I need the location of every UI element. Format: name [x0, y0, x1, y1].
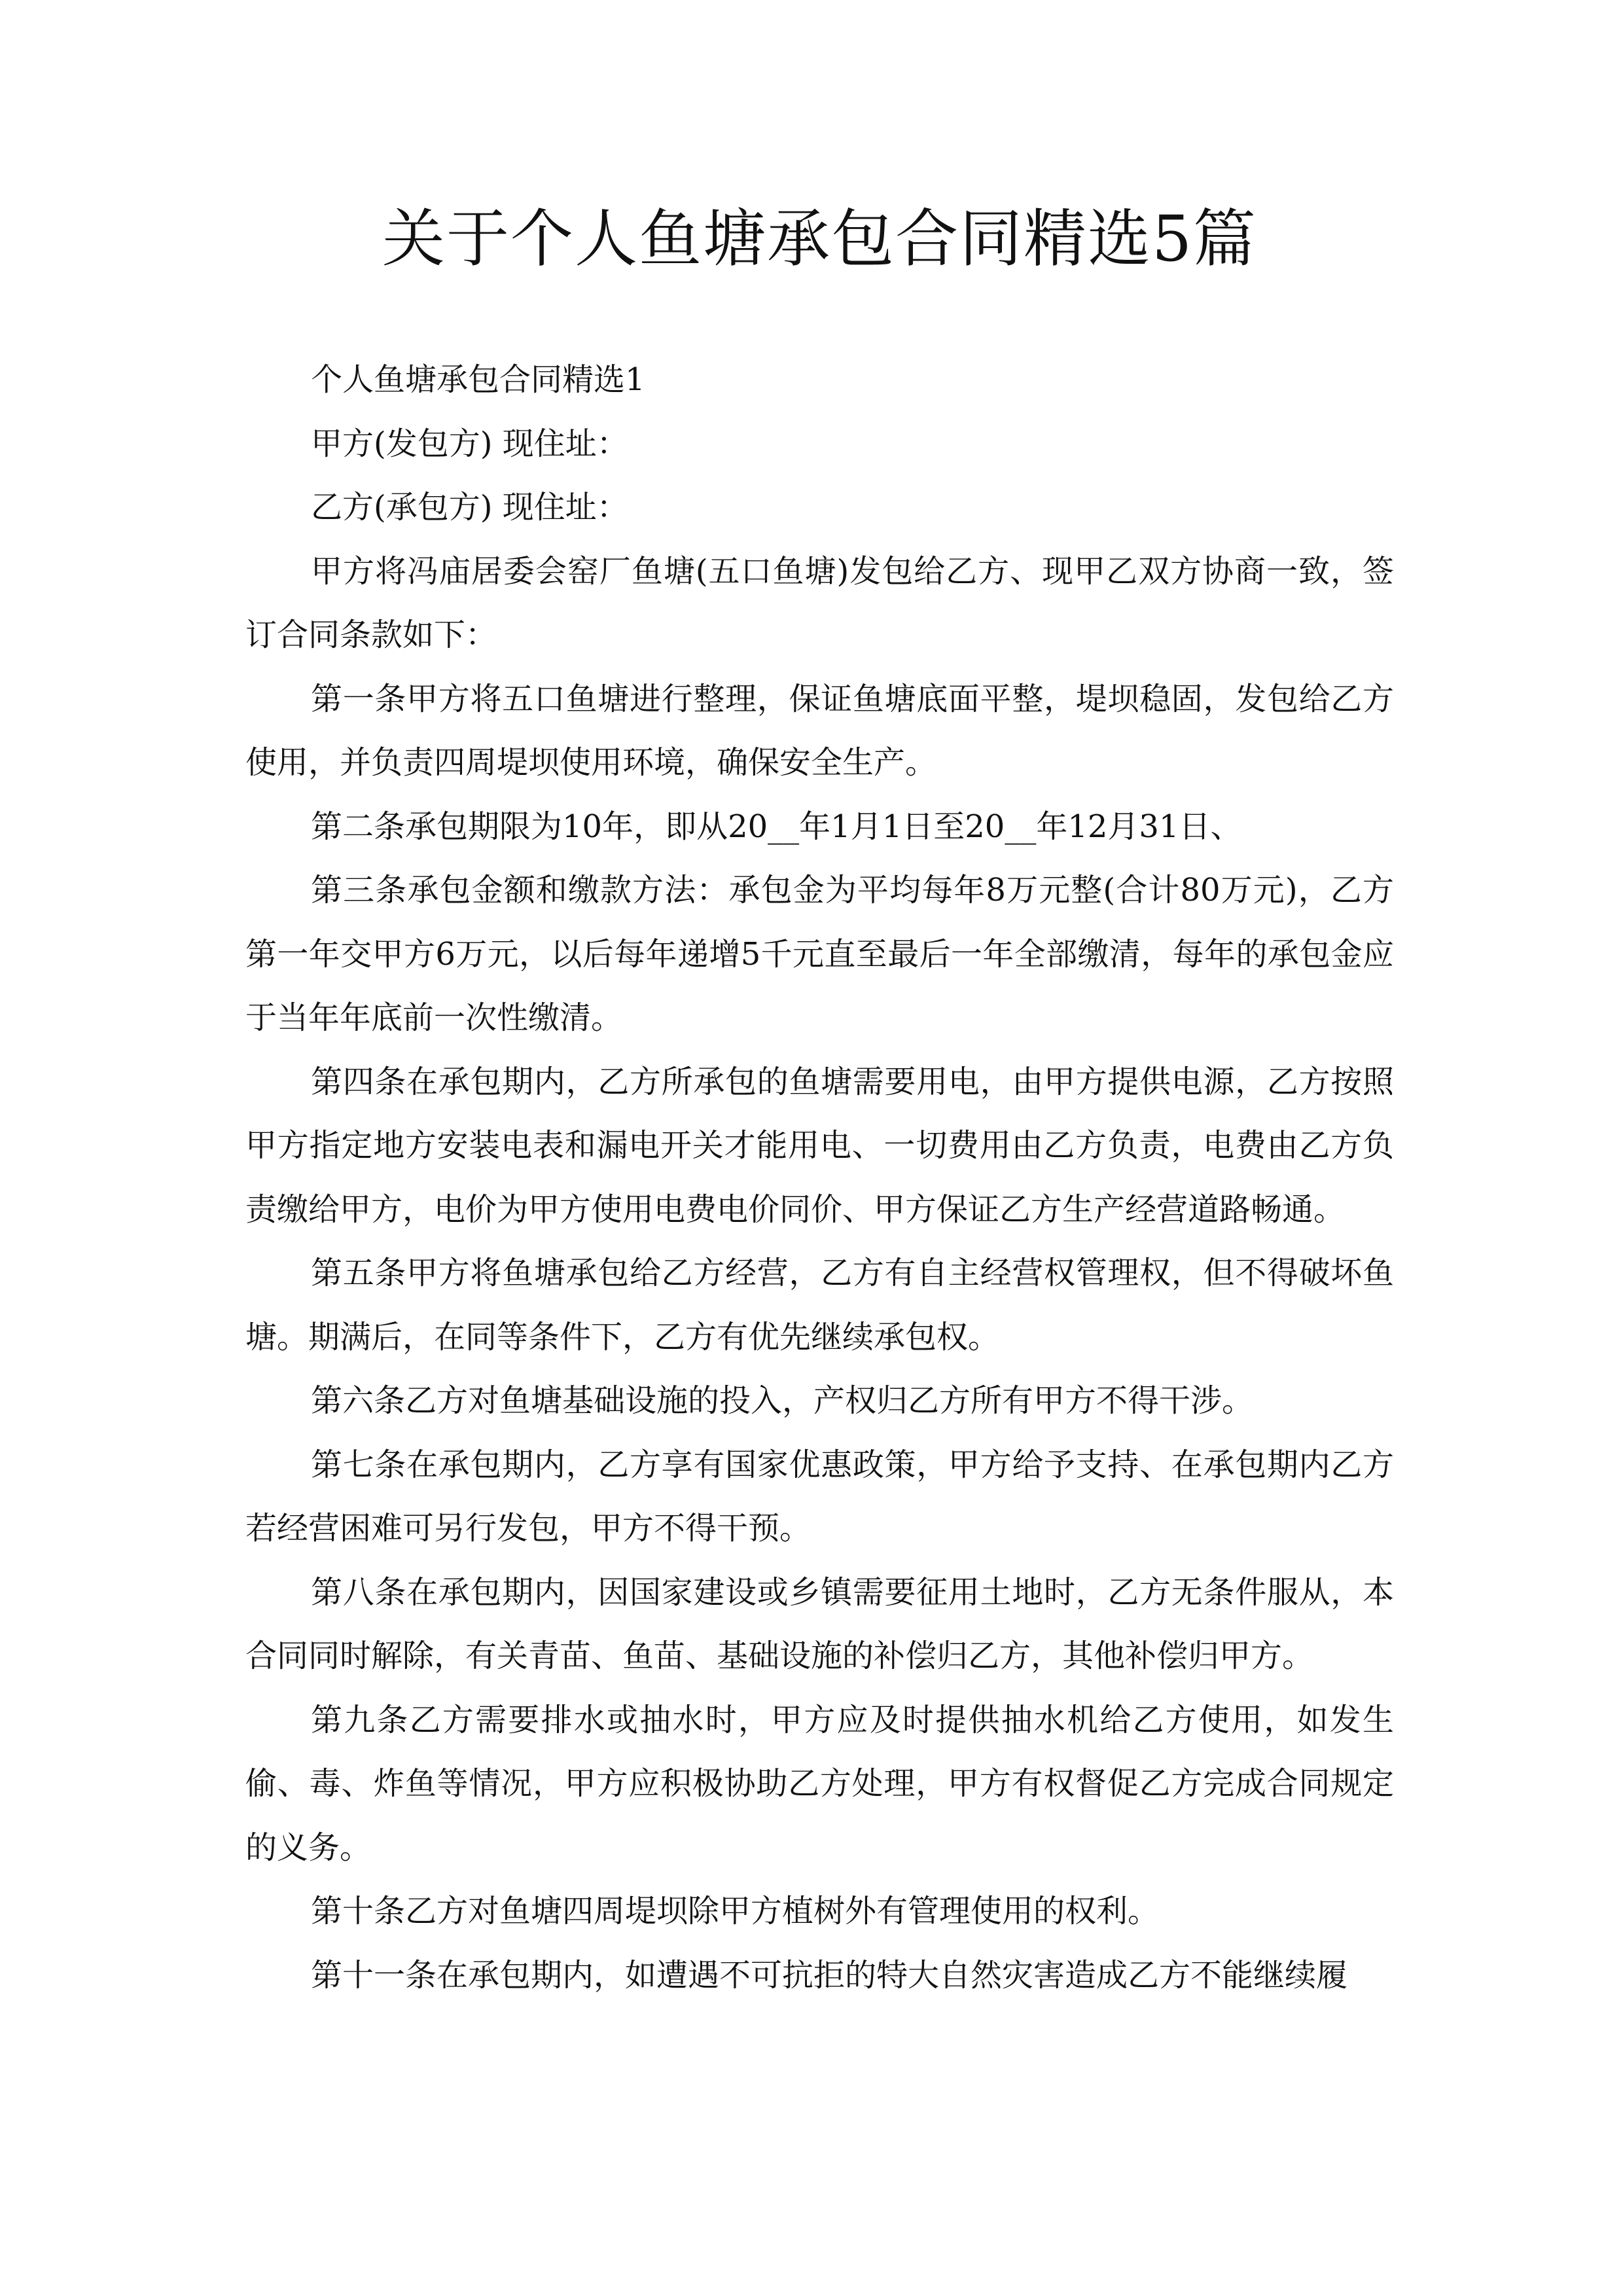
clause-3: 第三条承包金额和缴款方法：承包金为平均每年8万元整(合计80万元)，乙方第一年交甲方6万元，以后每年递增5千元直至最后一年全部缴清，每年的承包金应于当年年底前一次性缴清。 [245, 872, 1394, 1036]
clause-9: 第九条乙方需要排水或抽水时，甲方应及时提供抽水机给乙方使用，如发生偷、毒、炸鱼等情况，甲方应积极协助乙方处理，甲方有权督促乙方完成合同规定的义务。 [245, 1701, 1394, 1866]
clause-8: 第八条在承包期内，因国家建设或乡镇需要征用土地时，乙方无条件服从，本合同同时解除，有关青苗、鱼苗、基础设施的补偿归乙方，其他补偿归甲方。 [245, 1573, 1394, 1674]
contract-preamble: 甲方将冯庙居委会窑厂鱼塘(五口鱼塘)发包给乙方、现甲乙双方协商一致，签订合同条款如下： [245, 552, 1394, 653]
clause-5: 第五条甲方将鱼塘承包给乙方经营，乙方有自主经营权管理权，但不得破坏鱼塘。期满后，在同等条件下，乙方有优先继续承包权。 [245, 1255, 1394, 1355]
party-b-address: 乙方(承包方) 现住址： [311, 489, 628, 526]
clause-6: 第六条乙方对鱼塘基础设施的投入，产权归乙方所有甲方不得干涉。 [311, 1382, 1254, 1419]
document-body [245, 348, 1394, 2007]
document-page [245, 0, 1394, 2007]
contract-subtitle: 个人鱼塘承包合同精选1 [311, 361, 645, 398]
clause-4: 第四条在承包期内，乙方所承包的鱼塘需要用电，由甲方提供电源，乙方按照甲方指定地方安装电表和漏电开关才能用电、一切费用由乙方负责，电费由乙方负责缴给甲方，电价为甲方使用电费电价同价、甲方保证乙方生产经营道路畅通。 [245, 1063, 1394, 1228]
document-title: 关于个人鱼塘承包合同精选5篇 [382, 202, 1258, 276]
clause-2: 第二条承包期限为10年，即从20__年1月1日至20__年12月31日、 [311, 808, 1242, 845]
clause-11: 第十一条在承包期内，如遭遇不可抗拒的特大自然灾害造成乙方不能继续履 [311, 1956, 1348, 1994]
clause-1: 第一条甲方将五口鱼塘进行整理，保证鱼塘底面平整，堤坝稳固，发包给乙方使用，并负责四周堤坝使用环境，确保安全生产。 [245, 680, 1394, 781]
clause-10: 第十条乙方对鱼塘四周堤坝除甲方植树外有管理使用的权利。 [311, 1893, 1160, 1929]
party-a-address: 甲方(发包方) 现住址： [311, 425, 628, 462]
clause-7: 第七条在承包期内，乙方享有国家优惠政策，甲方给予支持、在承包期内乙方若经营困难可另行发包，甲方不得干预。 [245, 1446, 1394, 1547]
